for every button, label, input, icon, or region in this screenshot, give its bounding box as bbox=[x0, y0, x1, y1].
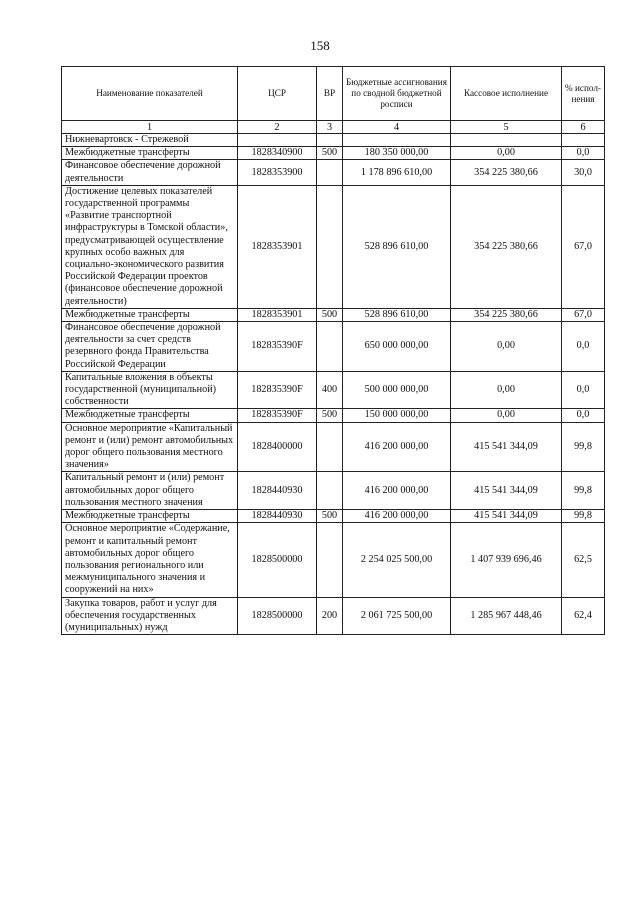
cell-budget: 500 000 000,00 bbox=[343, 371, 451, 409]
column-numbers-row bbox=[62, 121, 605, 134]
cell-csr: 182835390F bbox=[238, 322, 317, 372]
header-budget: Бюджетные ассигнования по сводной бюджетной росписи bbox=[343, 67, 451, 121]
cell-vr bbox=[317, 185, 343, 308]
table-row bbox=[62, 422, 605, 472]
table-row bbox=[62, 409, 605, 422]
cell-name: Основное мероприятие «Содержание, ремонт и капитальный ремонт автомобильных дорог общего пользования регионального или межмуниципального значения и сооружений на них» bbox=[62, 523, 238, 597]
cell-cash: 1 407 939 696,46 bbox=[451, 523, 562, 597]
cell-pct: 67,0 bbox=[562, 308, 605, 321]
cell-name: Финансовое обеспечение дорожной деятельности bbox=[62, 160, 238, 185]
cell-budget: 416 200 000,00 bbox=[343, 472, 451, 510]
cell-cash: 0,00 bbox=[451, 371, 562, 409]
cell-vr: 500 bbox=[317, 308, 343, 321]
col-num: 1 bbox=[62, 121, 238, 134]
cell-csr: 1828440930 bbox=[238, 472, 317, 510]
page-number: 158 bbox=[310, 38, 330, 53]
cell-budget: 416 200 000,00 bbox=[343, 422, 451, 472]
budget-execution-table bbox=[61, 66, 605, 635]
cell-name: Достижение целевых показателей государственной программы «Развитие транспортной инфраструктуры в Томской области», предусматривающей осуществление крупных особо важных для социально-экономического развития Российской Федерации проектов (финансовое обеспечение дорожной деятельности) bbox=[62, 185, 238, 308]
col-num: 3 bbox=[317, 121, 343, 134]
cell-csr: 1828400000 bbox=[238, 422, 317, 472]
cell-budget: 1 178 896 610,00 bbox=[343, 160, 451, 185]
cell-budget: 180 350 000,00 bbox=[343, 147, 451, 160]
table-row bbox=[62, 523, 605, 597]
cell-vr bbox=[317, 422, 343, 472]
cell-pct: 0,0 bbox=[562, 147, 605, 160]
cell-vr bbox=[317, 322, 343, 372]
cell-csr: 1828500000 bbox=[238, 523, 317, 597]
cell-csr: 182835390F bbox=[238, 409, 317, 422]
table-row bbox=[62, 134, 605, 147]
cell-name: Межбюджетные трансферты bbox=[62, 147, 238, 160]
table-row bbox=[62, 147, 605, 160]
cell-budget: 150 000 000,00 bbox=[343, 409, 451, 422]
cell-name: Межбюджетные трансферты bbox=[62, 510, 238, 523]
cell-csr: 1828500000 bbox=[238, 597, 317, 635]
table-body bbox=[62, 134, 605, 635]
cell-budget: 2 061 725 500,00 bbox=[343, 597, 451, 635]
cell-name: Капитальный ремонт и (или) ремонт автомобильных дорог общего пользования местного значения bbox=[62, 472, 238, 510]
cell-csr: 182835390F bbox=[238, 371, 317, 409]
cell-csr: 1828353901 bbox=[238, 308, 317, 321]
cell-vr: 400 bbox=[317, 371, 343, 409]
cell-cash: 415 541 344,09 bbox=[451, 472, 562, 510]
cell-budget: 2 254 025 500,00 bbox=[343, 523, 451, 597]
header-csr: ЦСР bbox=[238, 67, 317, 121]
cell-csr bbox=[238, 134, 317, 147]
cell-pct: 0,0 bbox=[562, 322, 605, 372]
cell-pct bbox=[562, 134, 605, 147]
cell-name: Финансовое обеспечение дорожной деятельности за счет средств резервного фонда Правительства Российской Федерации bbox=[62, 322, 238, 372]
col-num: 4 bbox=[343, 121, 451, 134]
cell-cash: 0,00 bbox=[451, 322, 562, 372]
cell-vr bbox=[317, 472, 343, 510]
table-row bbox=[62, 472, 605, 510]
cell-name: Закупка товаров, работ и услуг для обеспечения государственных (муниципальных) нужд bbox=[62, 597, 238, 635]
cell-cash: 0,00 bbox=[451, 147, 562, 160]
cell-pct: 99,8 bbox=[562, 510, 605, 523]
cell-budget: 650 000 000,00 bbox=[343, 322, 451, 372]
cell-vr: 500 bbox=[317, 147, 343, 160]
col-num: 5 bbox=[451, 121, 562, 134]
header-name: Наименование показателей bbox=[62, 67, 238, 121]
cell-budget: 416 200 000,00 bbox=[343, 510, 451, 523]
cell-cash: 415 541 344,09 bbox=[451, 422, 562, 472]
cell-cash: 354 225 380,66 bbox=[451, 160, 562, 185]
cell-csr: 1828340900 bbox=[238, 147, 317, 160]
cell-vr: 500 bbox=[317, 409, 343, 422]
cell-vr bbox=[317, 134, 343, 147]
header-pct: % испол-нения bbox=[562, 67, 605, 121]
header-cash: Кассовое исполнение bbox=[451, 67, 562, 121]
cell-csr: 1828353901 bbox=[238, 185, 317, 308]
table-row bbox=[62, 322, 605, 372]
cell-pct: 99,8 bbox=[562, 422, 605, 472]
header-vr: ВР bbox=[317, 67, 343, 121]
table-row bbox=[62, 597, 605, 635]
cell-pct: 67,0 bbox=[562, 185, 605, 308]
table-row bbox=[62, 371, 605, 409]
cell-cash: 0,00 bbox=[451, 409, 562, 422]
cell-budget bbox=[343, 134, 451, 147]
cell-budget: 528 896 610,00 bbox=[343, 308, 451, 321]
cell-pct: 62,4 bbox=[562, 597, 605, 635]
cell-budget: 528 896 610,00 bbox=[343, 185, 451, 308]
cell-pct: 99,8 bbox=[562, 472, 605, 510]
cell-pct: 62,5 bbox=[562, 523, 605, 597]
cell-pct: 0,0 bbox=[562, 409, 605, 422]
cell-vr bbox=[317, 523, 343, 597]
cell-name: Основное мероприятие «Капитальный ремонт и (или) ремонт автомобильных дорог общего пользования местного значения» bbox=[62, 422, 238, 472]
table-row bbox=[62, 308, 605, 321]
cell-vr: 500 bbox=[317, 510, 343, 523]
cell-name: Нижневартовск - Стрежевой bbox=[62, 134, 238, 147]
col-num: 2 bbox=[238, 121, 317, 134]
cell-pct: 0,0 bbox=[562, 371, 605, 409]
cell-vr bbox=[317, 160, 343, 185]
cell-csr: 1828440930 bbox=[238, 510, 317, 523]
cell-cash: 415 541 344,09 bbox=[451, 510, 562, 523]
table-row bbox=[62, 160, 605, 185]
cell-name: Капитальные вложения в объекты государственной (муниципальной) собственности bbox=[62, 371, 238, 409]
table-row bbox=[62, 510, 605, 523]
cell-cash: 1 285 967 448,46 bbox=[451, 597, 562, 635]
cell-name: Межбюджетные трансферты bbox=[62, 308, 238, 321]
cell-cash: 354 225 380,66 bbox=[451, 308, 562, 321]
cell-cash: 354 225 380,66 bbox=[451, 185, 562, 308]
cell-vr: 200 bbox=[317, 597, 343, 635]
cell-pct: 30,0 bbox=[562, 160, 605, 185]
col-num: 6 bbox=[562, 121, 605, 134]
table-row bbox=[62, 185, 605, 308]
cell-cash bbox=[451, 134, 562, 147]
cell-name: Межбюджетные трансферты bbox=[62, 409, 238, 422]
cell-csr: 1828353900 bbox=[238, 160, 317, 185]
